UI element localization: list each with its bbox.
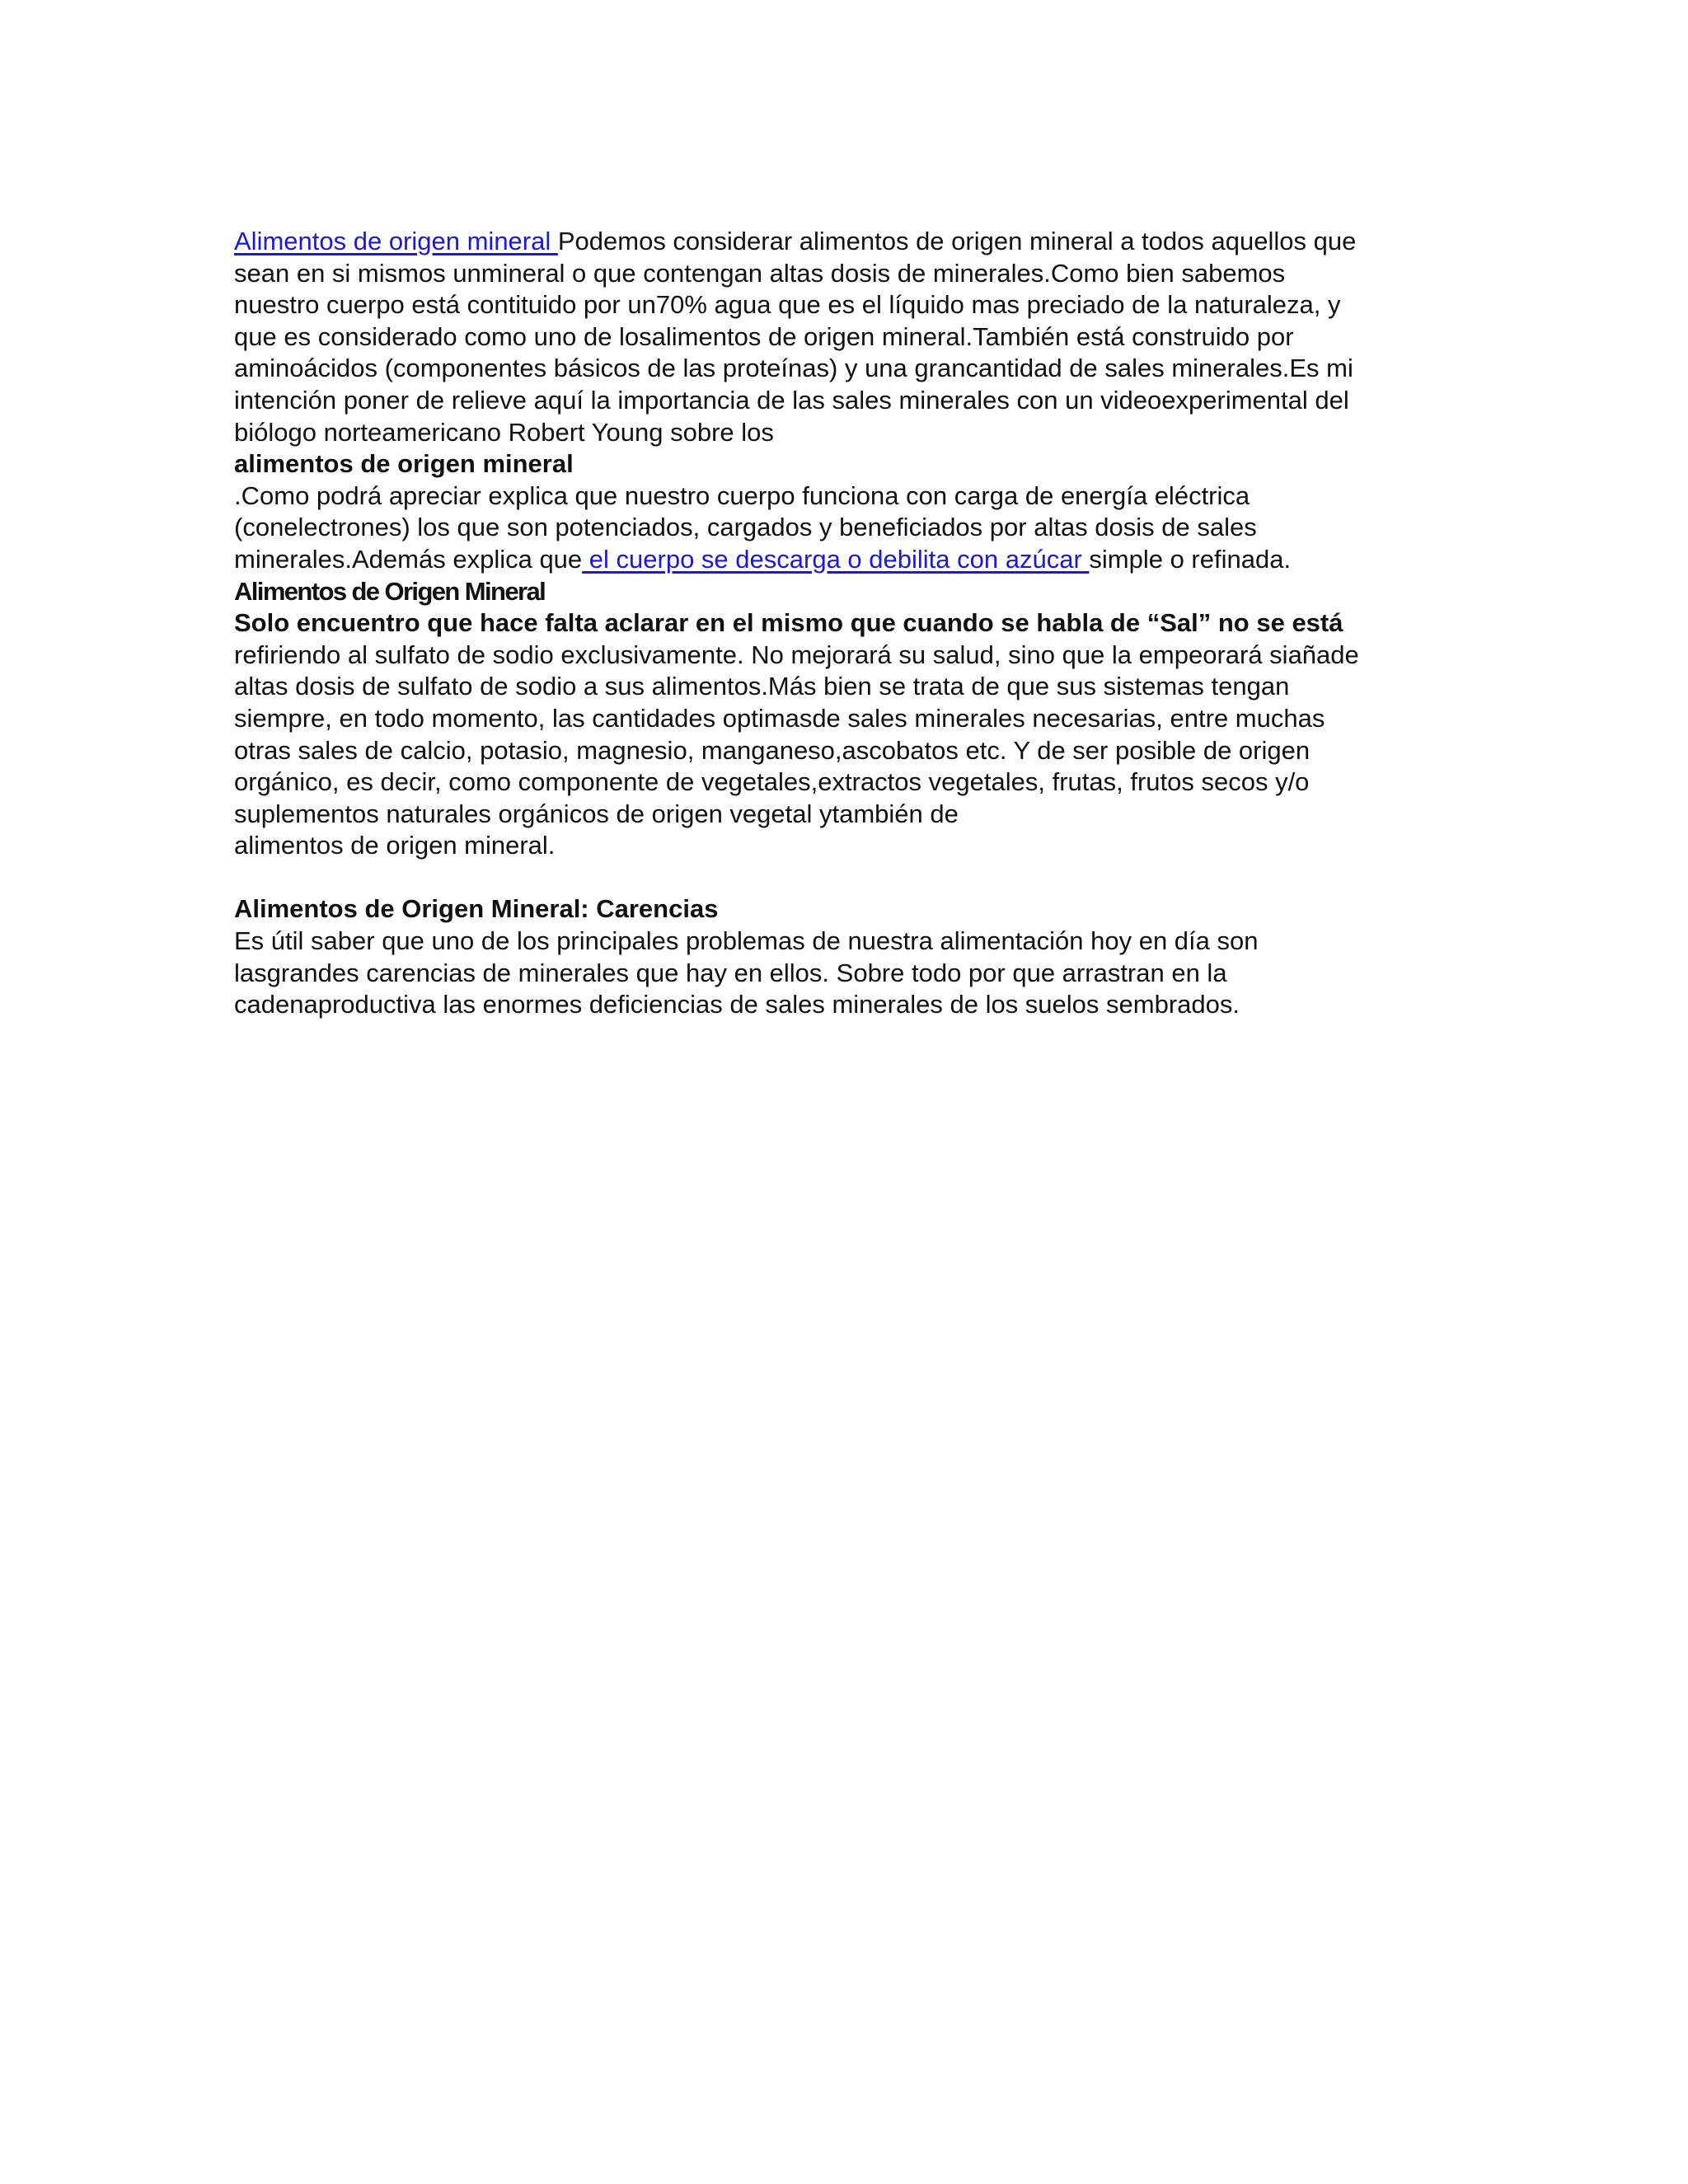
paragraph-line: intención poner de relieve aquí la importancia de las sales minerales con un videoexperimental del — [234, 385, 1349, 415]
paragraph-line — [234, 544, 1454, 576]
paragraph-line — [234, 226, 1454, 258]
paragraph-line: orgánico, es decir, como componente de vegetales,extractos vegetales, frutas, frutos secos y/o — [234, 767, 1310, 797]
paragraph-line: refiriendo al sulfato de sodio exclusivamente. No mejorará su salud, sino que la empeorará siañade — [234, 640, 1359, 669]
bold-paragraph-line: Solo encuentro que hace falta aclarar en el mismo que cuando se habla de “Sal” no se está — [234, 608, 1343, 638]
paragraph-line: siempre, en todo momento, las cantidades optimasde sales minerales necesarias, entre muchas — [234, 703, 1325, 733]
paragraph-line: suplementos naturales orgánicos de origen vegetal ytambién de — [234, 799, 959, 828]
document-body — [234, 226, 1454, 1021]
paragraph-line: lasgrandes carencias de minerales que hay en ellos. Sobre todo por que arrastran en la — [234, 958, 1227, 987]
text-span: simple o refinada. — [1089, 544, 1292, 574]
paragraph-line: alimentos de origen mineral. — [234, 831, 556, 860]
blank-line — [234, 862, 1454, 894]
paragraph-line: aminoácidos (componentes básicos de las proteínas) y una grancantidad de sales minerales.Es mi — [234, 354, 1353, 383]
paragraph-line: que es considerado como uno de losalimentos de origen mineral.También está construido por — [234, 321, 1294, 351]
paragraph-line: sean en si mismos unmineral o que contengan altas dosis de minerales.Como bien sabemos — [234, 258, 1286, 288]
paragraph-line: (conelectrones) los que son potenciados, cargados y beneficiados por altas dosis de sales — [234, 513, 1257, 542]
text-span: minerales.Además explica que — [234, 544, 583, 574]
paragraph-line: nuestro cuerpo está contituido por un70% agua que es el líquido mas preciado de la naturaleza, y — [234, 290, 1341, 320]
paragraph-line: .Como podrá apreciar explica que nuestro cuerpo funciona con carga de energía eléctrica — [234, 480, 1250, 510]
section-heading: Alimentos de Origen Mineral: Carencias — [234, 894, 719, 924]
paragraph-line: biólogo norteamericano Robert Young sobre los — [234, 417, 774, 447]
cuerpo-descarga-azucar-link[interactable]: el cuerpo se descarga o debilita con azúcar — [582, 544, 1090, 574]
section-heading: Alimentos de Origen Mineral — [234, 576, 546, 606]
paragraph-line: altas dosis de sulfato de sodio a sus alimentos.Más bien se trata de que sus sistemas tengan — [234, 672, 1290, 701]
paragraph-line: cadenaproductiva las enormes deficiencias de sales minerales de los suelos sembrados. — [234, 990, 1240, 1019]
text-span: Podemos considerar alimentos de origen mineral a todos aquellos que — [557, 227, 1357, 255]
paragraph-line: Es útil saber que uno de los principales problemas de nuestra alimentación hoy en día son — [234, 926, 1259, 956]
paragraph-line: otras sales de calcio, potasio, magnesio, manganeso,ascobatos etc. Y de ser posible de origen — [234, 735, 1311, 765]
bold-heading: alimentos de origen mineral — [234, 449, 574, 479]
alimentos-origen-mineral-link[interactable]: Alimentos de origen mineral — [234, 227, 558, 255]
